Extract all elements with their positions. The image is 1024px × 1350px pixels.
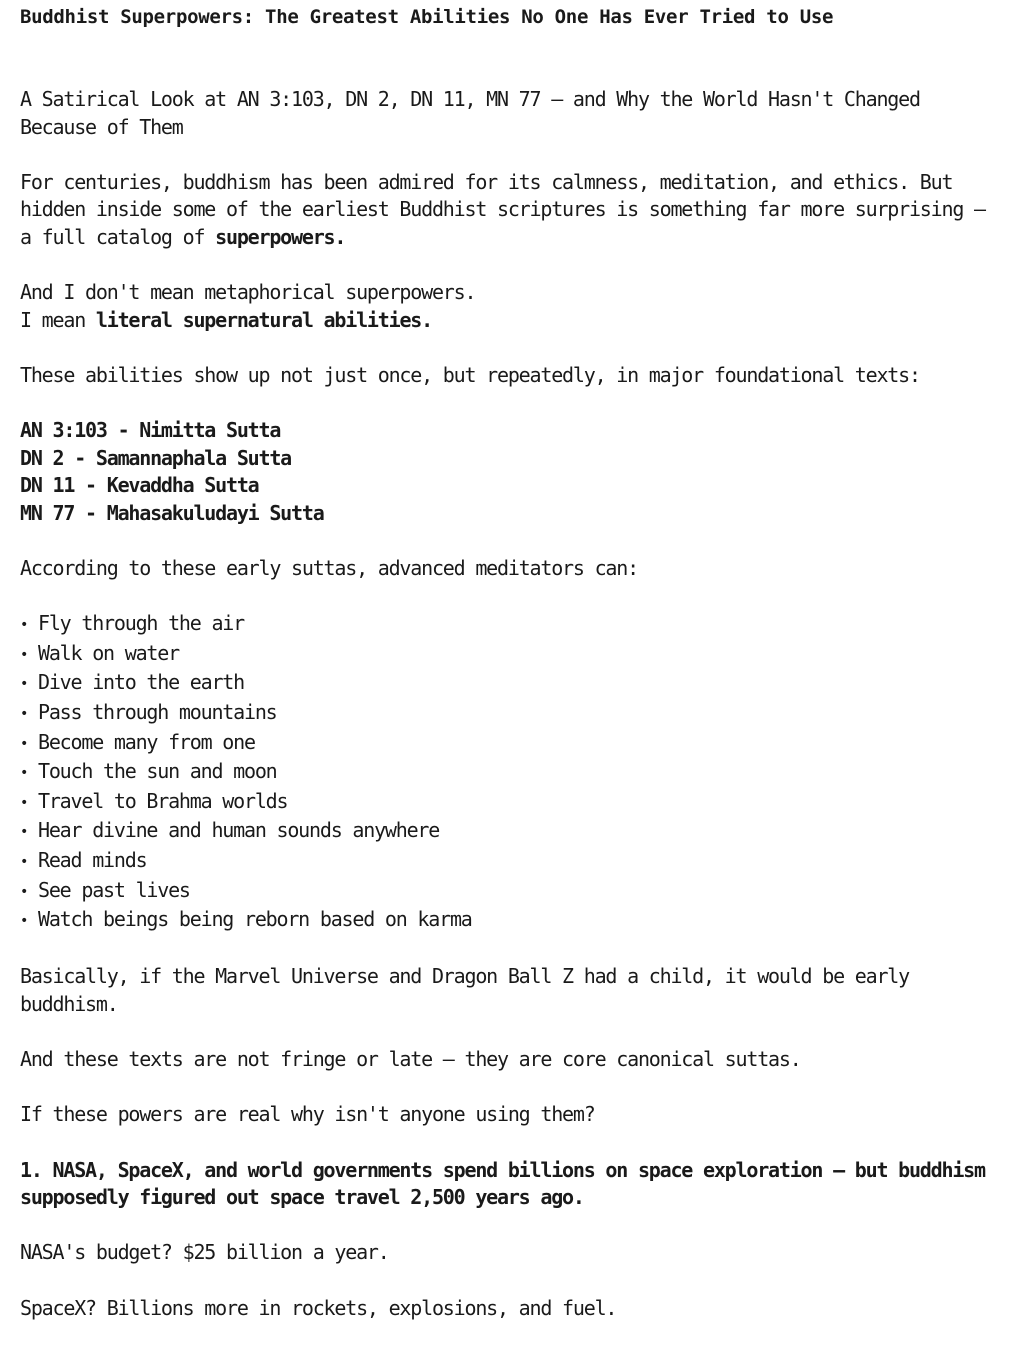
literal-paragraph — [20, 279, 1000, 334]
marvel-paragraph: Basically, if the Marvel Universe and Dragon Ball Z had a child, it would be early buddhism. — [20, 964, 909, 1016]
sutta-item: MN 77 - Mahasakuludayi Sutta — [20, 500, 324, 525]
article-title: Buddhist Superpowers: The Greatest Abilities No One Has Ever Tried to Use — [20, 6, 834, 28]
sutta-item: AN 3:103 - Nimitta Sutta — [20, 418, 281, 443]
power-item: • Read minds — [20, 847, 1000, 877]
power-item: • Dive into the earth — [20, 669, 1000, 699]
intro-bold: superpowers. — [215, 224, 346, 249]
literal-line2-bold: literal supernatural abilities. — [95, 307, 432, 332]
power-item: • Fly through the air — [20, 610, 1000, 640]
power-item: • Become many from one — [20, 729, 1000, 759]
power-item: • Touch the sun and moon — [20, 758, 1000, 788]
power-item: • Hear divine and human sounds anywhere — [20, 817, 1000, 847]
canonical-paragraph: And these texts are not fringe or late — they are core canonical suttas. — [20, 1047, 801, 1072]
power-item: • Pass through mountains — [20, 699, 1000, 729]
power-item: • Watch beings being reborn based on karma — [20, 906, 1000, 936]
article-body — [20, 86, 1000, 1350]
powers-intro-paragraph: According to these early suttas, advanced meditators can: — [20, 556, 638, 581]
literal-line2-prefix: I mean — [20, 307, 96, 332]
powers-list — [20, 610, 1000, 936]
point-1-heading: 1. NASA, SpaceX, and world governments spend billions on space exploration — but buddhism supposedly figured out space travel 2,500 years ago. — [20, 1157, 985, 1210]
intro-text: For centuries, buddhism has been admired for its calmness, meditation, and ethics. But hidden inside some of the earliest Buddhist scriptures is something far more surprising — a full catalog of — [20, 169, 985, 249]
intro-paragraph — [20, 169, 1000, 252]
nasa-budget-paragraph: NASA's budget? $25 billion a year. — [20, 1240, 389, 1265]
spacex-paragraph: SpaceX? Billions more in rockets, explosions, and fuel. — [20, 1295, 617, 1320]
question-paragraph: If these powers are real why isn't anyone using them? — [20, 1102, 595, 1127]
sutta-list — [20, 417, 1000, 527]
subtitle-paragraph: A Satirical Look at AN 3:103, DN 2, DN 11, MN 77 — and Why the World Hasn't Changed Because of Them — [20, 87, 920, 139]
sutta-item: DN 11 - Kevaddha Sutta — [20, 473, 259, 498]
sutta-item: DN 2 - Samannaphala Sutta — [20, 445, 292, 470]
literal-line1: And I don't mean metaphorical superpowers. — [20, 280, 476, 305]
power-item: • See past lives — [20, 877, 1000, 907]
texts-intro-paragraph: These abilities show up not just once, but repeatedly, in major foundational texts: — [20, 362, 920, 387]
power-item: • Walk on water — [20, 640, 1000, 670]
power-item: • Travel to Brahma worlds — [20, 788, 1000, 818]
